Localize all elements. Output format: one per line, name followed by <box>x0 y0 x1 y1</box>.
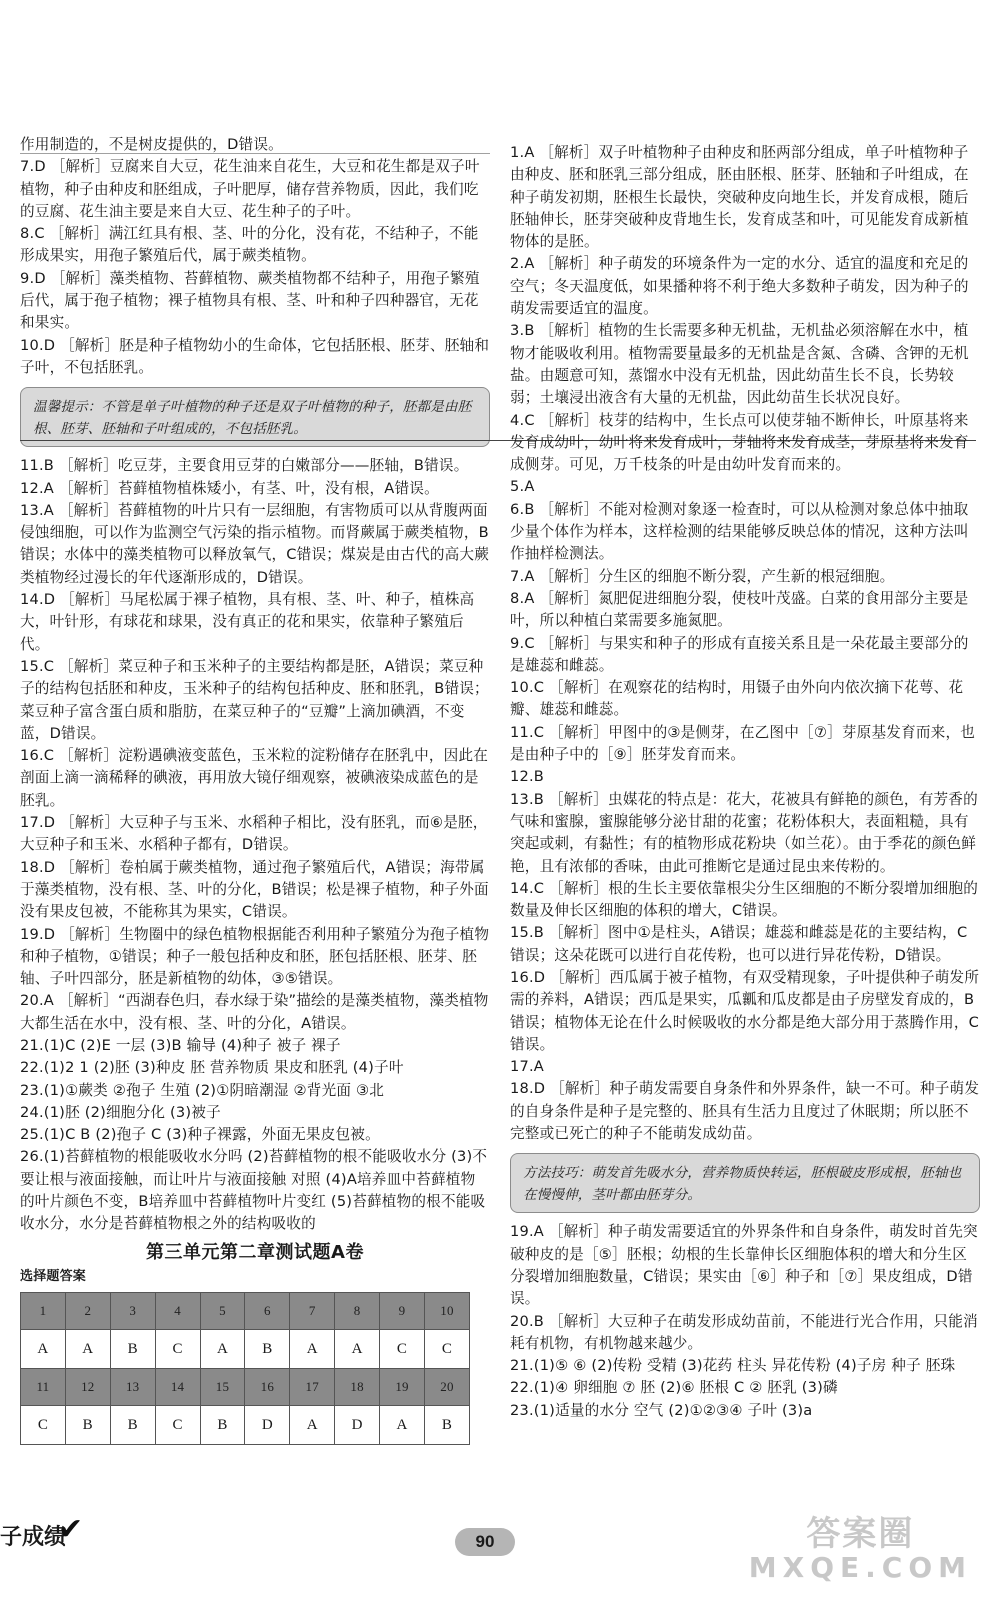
answer-item: 3.B ［解析］植物的生长需要多种无机盐，无机盐必须溶解在水中，植物才能吸收利用。植物需要量最多的无机盐是含氮、含磷、含钾的无机盐。由题意可知，蒸馏水中没有无机盐，因此幼苗生长不良，长势较弱；土壤浸出液含有大量的无机盐，因此幼苗生长状况良好。 <box>510 322 969 407</box>
answer-letter-row <box>21 1406 470 1445</box>
answer-item: 10.D ［解析］胚是种子植物幼小的生命体，它包括胚根、胚芽、胚轴和子叶，不包括胚乳。 <box>20 336 490 376</box>
answer-item: 4.C ［解析］枝芽的结构中，生长点可以使芽轴不断伸长，叶原基将来发育成幼叶，幼叶将来发育成叶，芽轴将来发育成茎，芽原基将来发育成侧芽。可见，万千枝条的叶是由幼叶发育而来的。 <box>510 411 969 474</box>
answer-cell: B <box>110 1406 155 1445</box>
question-number-cell: 10 <box>424 1293 469 1330</box>
answer-item: 12.B <box>510 768 545 786</box>
answer-item: 18.D ［解析］种子萌发需要自身条件和外界条件，缺一不可。种子萌发的自身条件是种子是完整的、胚具有生活力且度过了休眠期；所以胚不完整或已死亡的种子不能萌发成幼苗。 <box>510 1080 980 1143</box>
answer-item: 20.A ［解析］“西湖春色归，春水绿于染”描绘的是藻类植物，藻类植物大都生活在水中，没有根、茎、叶的分化，A错误。 <box>20 992 489 1032</box>
unit-test-title: 第三单元第二章测试题A卷 <box>146 1241 364 1263</box>
question-number-cell: 4 <box>155 1293 200 1330</box>
watermark-logo: 答案圈 MXQE.COM <box>748 1514 972 1584</box>
answer-item: 19.D ［解析］生物圈中的绿色植物根据能否利用种子繁殖分为孢子植物和种子植物，①错误；种子一般包括种皮和胚，胚包括胚根、胚芽、胚轴、子叶四部分，胚是新植物的幼体，③⑤错误。 <box>20 925 490 988</box>
brand-fragment: 子成绩 ✔ <box>0 1512 84 1550</box>
answer-cell: A <box>21 1330 66 1369</box>
answer-table <box>20 1292 470 1445</box>
answer-cell: A <box>200 1330 245 1369</box>
method-tip-box: 方法技巧：萌发首先吸水分，营养物质快转运，胚根破皮形成根，胚轴也在慢慢伸，茎叶都由胚芽分。 <box>510 1153 980 1213</box>
question-number-cell: 14 <box>155 1369 200 1406</box>
answer-item: 12.A ［解析］苔藓植物植株矮小，有茎、叶，没有根，A错误。 <box>20 479 439 497</box>
answer-cell: D <box>335 1406 380 1445</box>
answer-cell: C <box>424 1330 469 1369</box>
answer-item: 22.(1)2 1 (2)胚 (3)种皮 胚 营养物质 果皮和胚乳 (4)子叶 <box>20 1059 404 1077</box>
question-number-cell: 5 <box>200 1293 245 1330</box>
question-number-cell: 18 <box>335 1369 380 1406</box>
question-number-cell: 8 <box>335 1293 380 1330</box>
right-column <box>510 142 980 1422</box>
answer-item: 20.B ［解析］大豆种子在萌发形成幼苗前，不能进行光合作用，只能消耗有机物，有机物越来越少。 <box>510 1312 978 1352</box>
answer-letter-row <box>21 1330 470 1369</box>
answer-item: 11.C ［解析］甲图中的③是侧芽，在乙图中［⑦］芽原基发育而来，也是由种子中的［⑨］胚芽发育而来。 <box>510 723 976 764</box>
answer-cell: C <box>155 1406 200 1445</box>
answer-item: 23.(1)①蕨类 ②孢子 生殖 (2)①阴暗潮湿 ②背光面 ③北 <box>20 1081 385 1099</box>
answer-item: 作用制造的，不是树皮提供的，D错误。 <box>20 136 283 153</box>
question-number-cell: 17 <box>290 1369 335 1406</box>
answer-number-row <box>21 1369 470 1406</box>
answer-cell: A <box>380 1406 425 1445</box>
answer-item: 17.A <box>510 1058 544 1076</box>
question-number-cell: 2 <box>65 1293 110 1330</box>
answer-item: 9.C ［解析］与果实和种子的形成有直接关系且是一朵花最主要部分的是雄蕊和雌蕊。 <box>510 634 969 674</box>
answer-cell: A <box>290 1406 335 1445</box>
answer-cell: B <box>245 1330 290 1369</box>
answer-item: 14.D ［解析］马尾松属于裸子植物，具有根、茎、叶、种子，植株高大，叶针形，有球花和球果，没有真正的花和果实，依靠种子繁殖后代。 <box>20 591 475 653</box>
answer-item: 15.B ［解析］图中①是柱头，A错误；雄蕊和雌蕊是花的主要结构，C错误；这朵花既可以进行自花传粉，也可以进行异花传粉，D错误。 <box>510 924 968 964</box>
answer-item: 9.D ［解析］藻类植物、苔藓植物、蕨类植物都不结种子，用孢子繁殖后代，属于孢子植物；裸子植物具有根、茎、叶和种子四种器官，无花和果实。 <box>20 269 480 332</box>
answer-item: 2.A ［解析］种子萌发的环境条件为一定的水分、适宜的温度和充足的空气；冬天温度低，如果播种将不利于绝大多数种子萌发，因为种子的萌发需要适宜的温度。 <box>510 255 969 318</box>
answer-item: 13.A ［解析］苔藓植物的叶片只有一层细胞，有害物质可以从背腹两面侵蚀细胞，可以作为监测空气污染的指示植物。而肾蕨属于蕨类植物，B错误；水体中的藻类植物可以释放氧气，C错误；煤炭是由古代的高大蕨类植物经过漫长的年代逐渐形成的，D错误。 <box>20 501 489 586</box>
answer-cell: B <box>200 1406 245 1445</box>
question-number-cell: 6 <box>245 1293 290 1330</box>
answer-cell: A <box>335 1330 380 1369</box>
answer-item: 17.D ［解析］大豆种子与玉米、水稻种子相比，没有胚乳，而⑥是胚，大豆种子和玉米、水稻种子都有，D错误。 <box>20 814 488 854</box>
answer-cell: C <box>155 1330 200 1369</box>
answer-item: 6.B ［解析］不能对检测对象逐一检查时，可以从检测对象总体中抽取少量个体作为样本，这样检测的结果能够反映总体的情况，这种方法叫作抽样检测法。 <box>510 500 969 563</box>
answer-number-row <box>21 1293 470 1330</box>
divider-line <box>20 153 490 154</box>
left-column <box>20 134 490 1445</box>
question-number-cell: 12 <box>65 1369 110 1406</box>
answer-cell: D <box>245 1406 290 1445</box>
question-number-cell: 11 <box>21 1369 66 1406</box>
answer-item: 21.(1)⑤ ⑥ (2)传粉 受精 (3)花药 柱头 异花传粉 (4)子房 种子 胚珠 <box>510 1357 956 1375</box>
answer-item: 5.A <box>510 478 535 496</box>
answer-table-label: 选择题答案 <box>20 1268 87 1284</box>
answer-item: 18.D ［解析］卷柏属于蕨类植物，通过孢子繁殖后代，A错误；海带属于藻类植物，没有根、茎、叶的分化，B错误；松是裸子植物，种子外面没有果皮包被，不能称其为果实，C错误。 <box>20 858 489 921</box>
question-number-cell: 13 <box>110 1369 155 1406</box>
answer-item: 19.A ［解析］种子萌发需要适宜的外界条件和自身条件，萌发时首先突破种皮的是［⑤］胚根；幼根的生长靠伸长区细胞体积的增大和分生区分裂增加细胞数量，C错误；果实由［⑥］种子和［⑦］果皮组成，D错误。 <box>510 1223 978 1308</box>
answer-item: 23.(1)适量的水分 空气 (2)①②③④ 子叶 (3)a <box>510 1401 813 1419</box>
answer-cell: B <box>110 1330 155 1369</box>
answer-item: 24.(1)胚 (2)细胞分化 (3)被子 <box>20 1103 221 1121</box>
question-number-cell: 19 <box>380 1369 425 1406</box>
answer-item: 16.D ［解析］西瓜属于被子植物，有双受精现象，子叶提供种子萌发所需的养料，A错误；西瓜是果实，瓜瓤和瓜皮都是由子房壁发育成的，B错误；植物体无论在什么时候吸收的水分都是绝大部分用于蒸腾作用，C错误。 <box>510 968 980 1053</box>
checkmark-icon: ✔ <box>58 1512 84 1547</box>
answer-item: 25.(1)C B (2)孢子 C (3)种子裸露，外面无果皮包被。 <box>20 1126 380 1144</box>
page-number: 90 <box>455 1528 515 1556</box>
answer-item: 15.C ［解析］菜豆种子和玉米种子的主要结构都是胚，A错误；菜豆种子的结构包括胚和种皮，玉米种子的结构包括种皮、胚和胚乳，B错误；菜豆种子富含蛋白质和脂肪，在菜豆种子的“豆瓣”上滴加碘酒，不变蓝，D错误。 <box>20 657 489 742</box>
answer-item: 22.(1)④ 卵细胞 ⑦ 胚 (2)⑥ 胚根 C ② 胚乳 (3)磷 <box>510 1379 838 1397</box>
answer-cell: C <box>380 1330 425 1369</box>
question-number-cell: 16 <box>245 1369 290 1406</box>
question-number-cell: 7 <box>290 1293 335 1330</box>
answer-cell: A <box>290 1330 335 1369</box>
answer-item: 7.A ［解析］分生区的细胞不断分裂，产生新的根冠细胞。 <box>510 567 895 585</box>
answer-item: 10.C ［解析］在观察花的结构时，用镊子由外向内依次摘下花萼、花瓣、雄蕊和雌蕊。 <box>510 679 964 719</box>
question-number-cell: 15 <box>200 1369 245 1406</box>
question-number-cell: 3 <box>110 1293 155 1330</box>
answer-cell: B <box>424 1406 469 1445</box>
answer-cell: A <box>65 1330 110 1369</box>
answer-item: 26.(1)苔藓植物的根能吸收水分吗 (2)苔藓植物的根不能吸收水分 (3)不要让根与液面接触，而让叶片与液面接触 对照 (4)A培养皿中苔藓植物的叶片颜色不变，B培养皿中苔藓植物叶片变红 (5)苔藓植物的根不能吸收水分，水分是苔藓植物根之外的结构吸收的 <box>20 1148 488 1233</box>
answer-item: 11.B ［解析］吃豆芽，主要食用豆芽的白嫩部分——胚轴，B错误。 <box>20 457 469 475</box>
answer-item: 1.A ［解析］双子叶植物种子由种皮和胚两部分组成，单子叶植物种子由种皮、胚和胚乳三部分组成，胚由胚根、胚芽、胚轴和子叶组成，在种子萌发初期，胚根生长最快，突破种皮向地生长，并发育成根，随后胚轴伸长，胚芽突破种皮背地生长，发育成茎和叶，可见能发育成新植物体的是胚。 <box>510 144 969 251</box>
answer-item: 7.D ［解析］豆腐来自大豆，花生油来自花生，大豆和花生都是双子叶植物，种子由种皮和胚组成，子叶肥厚，储存营养物质，因此，我们吃的豆腐、花生油主要是来自大豆、花生种子的子叶。 <box>20 158 480 220</box>
question-number-cell: 1 <box>21 1293 66 1330</box>
answer-item: 16.C ［解析］淀粉遇碘液变蓝色，玉米粒的淀粉储存在胚乳中，因此在剖面上滴一滴稀释的碘液，再用放大镜仔细观察，被碘液染成蓝色的是胚乳。 <box>20 747 489 809</box>
answer-cell: C <box>21 1406 66 1445</box>
answer-item: 14.C ［解析］根的生长主要依靠根尖分生区细胞的不断分裂增加细胞的数量及伸长区细胞的体积的增大，C错误。 <box>510 879 979 920</box>
answer-item: 8.C ［解析］满江红具有根、茎、叶的分化，没有花，不结种子，不能形成果实，用孢子繁殖后代，属于蕨类植物。 <box>20 225 479 265</box>
answer-item: 13.B ［解析］虫媒花的特点是：花大，花被具有鲜艳的颜色，有芳香的气味和蜜腺，蜜腺能够分泌甘甜的花蜜；花粉体积大，表面粗糙，具有突起或刺，有黏性；有的植物形成花粉块（如兰花）。由于季花的颜色鲜艳，且有浓郁的香味，由此可推断它是通过昆虫来传粉的。 <box>510 790 978 875</box>
tip-box: 温馨提示：不管是单子叶植物的种子还是双子叶植物的种子，胚都是由胚根、胚芽、胚轴和子叶组成的，不包括胚乳。 <box>20 387 490 447</box>
answer-item: 21.(1)C (2)E 一层 (3)B 输导 (4)种子 被子 裸子 <box>20 1036 341 1054</box>
answer-cell: B <box>65 1406 110 1445</box>
answer-item: 8.A ［解析］氮肥促进细胞分裂，使枝叶茂盛。白菜的食用部分主要是叶，所以种植白菜需要多施氮肥。 <box>510 589 969 630</box>
question-number-cell: 9 <box>380 1293 425 1330</box>
question-number-cell: 20 <box>424 1369 469 1406</box>
